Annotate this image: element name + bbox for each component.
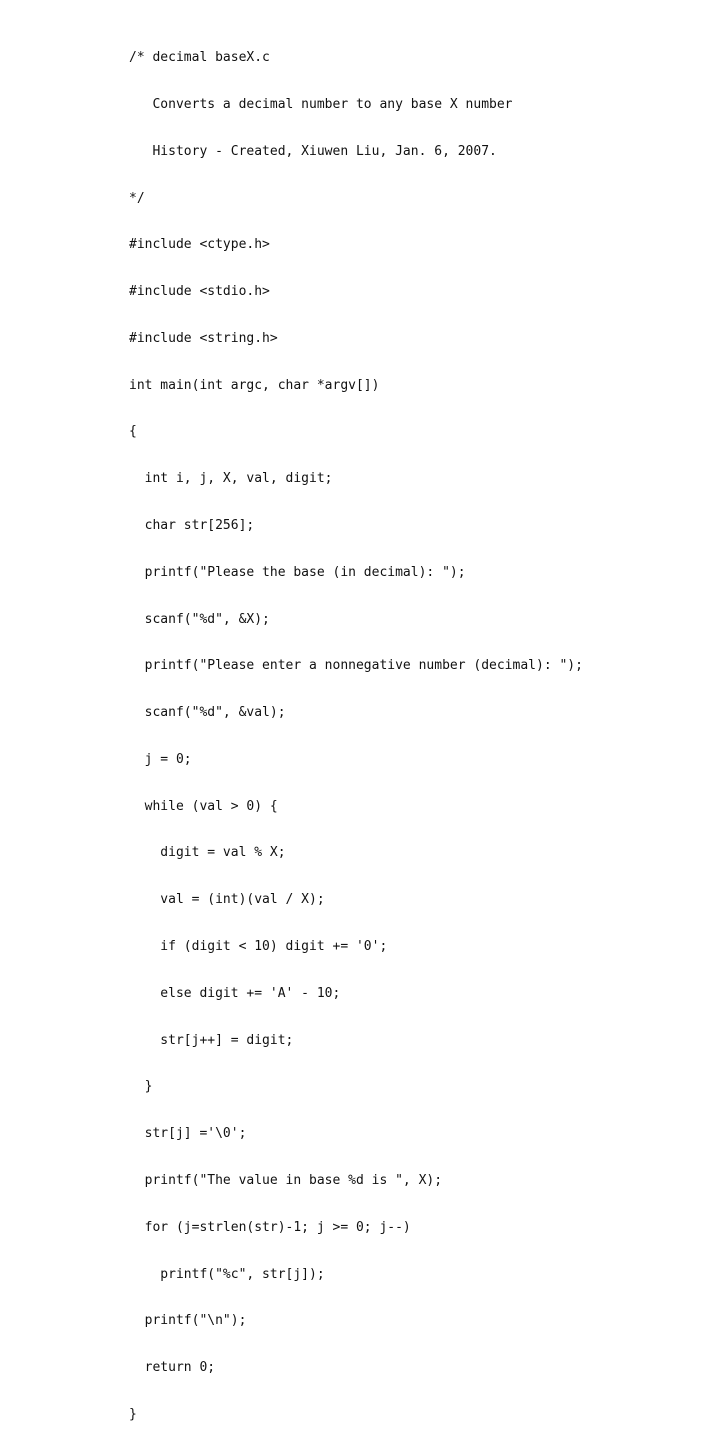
code-line-19: val = (int)(val / X); bbox=[129, 892, 325, 908]
code-line-7: #include <string.h> bbox=[129, 330, 278, 346]
code-line-9: { bbox=[129, 424, 137, 440]
code-line-29: return 0; bbox=[129, 1360, 216, 1376]
code-line-5: #include <ctype.h> bbox=[129, 237, 270, 253]
code-line-28: printf("\n"); bbox=[129, 1313, 247, 1329]
code-line-16: j = 0; bbox=[129, 751, 192, 767]
code-line-20: if (digit < 10) digit += '0'; bbox=[129, 939, 388, 955]
code-line-22: str[j++] = digit; bbox=[129, 1032, 294, 1048]
code-line-23: } bbox=[129, 1079, 153, 1095]
code-line-18: digit = val % X; bbox=[129, 845, 286, 861]
code-line-21: else digit += 'A' - 10; bbox=[129, 985, 341, 1001]
code-line-13: scanf("%d", &X); bbox=[129, 611, 270, 627]
source-code-listing bbox=[129, 19, 583, 1454]
code-line-24: str[j] ='\0'; bbox=[129, 1126, 247, 1142]
code-line-4: */ bbox=[129, 190, 145, 206]
code-line-17: while (val > 0) { bbox=[129, 798, 278, 814]
code-line-6: #include <stdio.h> bbox=[129, 284, 270, 300]
code-line-14: printf("Please enter a nonnegative number (decimal): "); bbox=[129, 658, 583, 674]
code-line-1: /* decimal baseX.c bbox=[129, 50, 270, 66]
code-line-3: History - Created, Xiuwen Liu, Jan. 6, 2007. bbox=[129, 143, 497, 159]
code-line-11: char str[256]; bbox=[129, 518, 255, 533]
code-line-27: printf("%c", str[j]); bbox=[129, 1266, 325, 1282]
code-line-15: scanf("%d", &val); bbox=[129, 705, 286, 721]
code-line-10: int i, j, X, val, digit; bbox=[129, 471, 333, 487]
code-line-30: } bbox=[129, 1406, 137, 1422]
code-line-26: for (j=strlen(str)-1; j >= 0; j--) bbox=[129, 1219, 411, 1235]
code-line-25: printf("The value in base %d is ", X); bbox=[129, 1172, 443, 1188]
code-line-2: Converts a decimal number to any base X number bbox=[129, 96, 513, 112]
code-line-12: printf("Please the base (in decimal): "); bbox=[129, 564, 466, 580]
code-line-8: int main(int argc, char *argv[]) bbox=[129, 377, 380, 393]
